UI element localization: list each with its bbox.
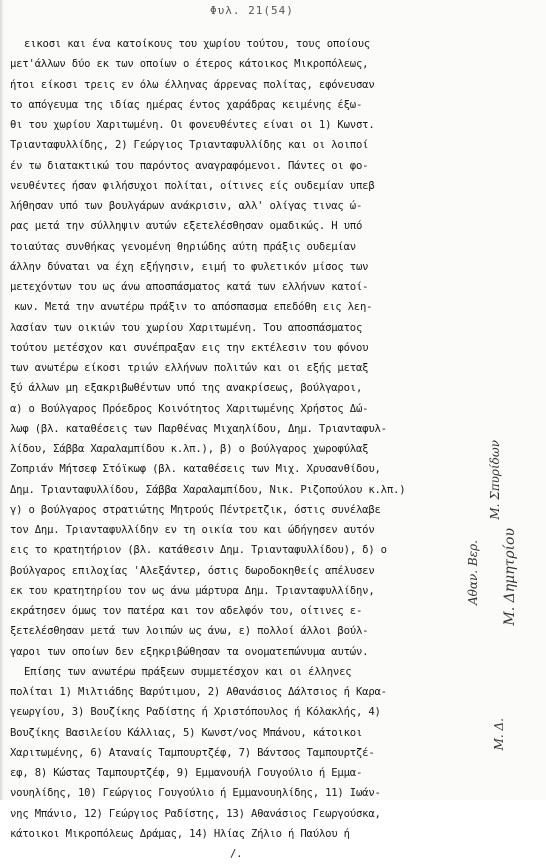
- text-line: Χαριτωμένης, 6) Αταναίς Ταμπουρτζέφ, 7) Βάντσος Ταμπουρτζέ-: [10, 746, 375, 759]
- text-line: Επίσης των ανωτέρω πράξεων συμμετέσχον και οι έλληνες: [24, 665, 352, 678]
- text-line: εις το κρατητήριον (βλ. κατάθεσιν Δημ. Τριανταφυλλίδου), δ) ο: [10, 544, 387, 557]
- text-line: κων. Μετά την ανωτέρω πράξιν το απόσπασμα επεδόθη εις λεη-: [14, 301, 373, 314]
- text-line: γ) ο βούλγαρος στρατιώτης Μητρούς Πέντρετζικ, όστις συνέλαβε: [10, 503, 381, 516]
- text-line: νευθέντες ήσαν φιλήσυχοι πολίται, οίτινες είς ουδεμίαν υπεβ: [10, 179, 375, 192]
- text-line: ήτοι είκοσι τρεις εν όλω έλληνας άρρενας πολίτας, εφόνευσαν: [10, 78, 375, 91]
- signature-upper: Μ. Σπυρίδων: [488, 440, 502, 520]
- body-text: [10, 34, 488, 864]
- text-line: εικοσι και ένα κατοίκους του χωρίου τούτου, τους οποίους: [24, 38, 370, 50]
- text-line: μετεχόντων του ως άνω αποσπάσματος κατά των ελλήνων κατοί-: [10, 281, 369, 293]
- text-line: τον Δημ. Τριανταφυλλίδην εν τη οικία του και ώδήγησεν αυτόν: [10, 524, 375, 536]
- text-line: λήθησαν υπό των βουλγάρων ανάκρισιν, αλλ' ολίγας τινας ώ-: [10, 200, 363, 212]
- text-line: το απόγευμα της ιδίας ημέρας έντος χαράδρας κειμένης έξω-: [10, 98, 363, 111]
- text-line: θι του χωρίου Χαριτωμένη. Οι φονευθέντες είναι οι 1) Κωνστ.: [10, 119, 375, 131]
- text-line: μετ'άλλων δύο εκ των οποίων ο έτερος κάτοικος Μικροπόλεως,: [10, 58, 369, 71]
- text-line: εκ του κρατητηρίου τον ως άνω μάρτυρα Δημ. Τριανταφυλλίδην,: [10, 584, 375, 597]
- text-line: τούτου μετέσχον και συνέπραξαν εις την εκτέλεσιν του φόνου: [10, 341, 369, 354]
- text-line: έν τω διατακτικώ του παρόντος αναγραφόμενοι. Πάντες οι φο-: [10, 159, 369, 172]
- scan-edge-shadow: [0, 0, 4, 800]
- text-line: Ζοπριάν Μήτσεφ Στόϊκωφ (βλ. καταθέσεις των Μιχ. Χρυσανθίδου,: [10, 463, 381, 476]
- text-line: λωφ (βλ. καταθέσεις των Παρθένας Μιχαηλίδου, Δημ. Τριανταφυλ-: [10, 422, 387, 435]
- text-line: των ανωτέρω είκοσι τριών ελλήνων πολιτών και οι εξής μεταξ: [10, 362, 369, 374]
- text-line: γαροι των οποίων δεν εξηκριβώθησαν τα ονοματεπώνυμα αυτών.: [10, 645, 369, 658]
- text-line: εκράτησεν όμως τον πατέρα και τον αδελφόν του, οίτινες ε-: [10, 605, 363, 617]
- text-line: α) ο Βούλγαρος Πρόεδρος Κοινότητος Χαριτωμένης Χρήστος Δώ-: [10, 402, 369, 415]
- text-line: βούλγαρος επιλοχίας 'Αλεξάντερ, όστις δωροδοκηθείς απέλυσεν: [10, 564, 375, 577]
- text-line: ξετελέσθησαν μετά των λοιπών ως άνω, ε) πολλοί άλλοι βούλ-: [10, 625, 369, 638]
- page-number: Φυλ. 21(54): [210, 4, 294, 17]
- text-line: πολίται 1) Μιλτιάδης Βαρύτιμου, 2) Αθανάσιος Δάλτσιος ή Καρα-: [10, 686, 387, 698]
- text-line: νης Μπάνιο, 12) Γεώργιος Ραδίστης, 13) Αθανάσιος Γεωργούσκα,: [10, 807, 381, 820]
- text-line: /.: [230, 848, 243, 860]
- text-line: Τριανταφυλλίδης, 2) Γεώργιος Τριανταφυλλίδης και οι λοιποί: [10, 139, 369, 152]
- text-line: κάτοικοι Μικροπόλεως Δράμας, 14) Ηλίας Ζήλιο ή Παύλου ή: [10, 827, 350, 840]
- signature-bottom: Μ. Δ.: [492, 718, 506, 751]
- text-line: γεωργίου, 3) Βουζίκης Ραδίστης ή Χριστόπουλος ή Κόλακλής, 4): [10, 706, 381, 719]
- text-line: ξύ άλλων μη εξακριβωθέντων υπό της ανακρίσεως, βούλγαροι,: [10, 382, 363, 395]
- text-line: νουηλίδης, 10) Γεώργιος Γουγούλιο ή Εμμανουηλίδης, 11) Ιωάν-: [10, 787, 381, 800]
- text-line: Βουζίκης Βασιλείου Κάλλιας, 5) Κωνστ/νος Μπάνου, κάτοικοι: [10, 726, 363, 739]
- text-line: άλλην δύναται να έχη εξήγησιν, ειμή το φυλετικόν μίσος των: [10, 260, 369, 273]
- text-line: ρας μετά την σύλληψιν αυτών εξετελέσθησαν ομαδικώς. Η υπό: [10, 220, 363, 233]
- signature-lower-a: Αθαν. Βερ.: [466, 540, 480, 606]
- text-line: εφ, 8) Κώστας Ταμπουρτζέφ, 9) Εμμανουήλ Γουγούλιο ή Εμμα-: [10, 767, 363, 779]
- text-line: τοιαύτας συνθήκας γενομένη θηριώδης αύτη πράξις ουδεμίαν: [10, 240, 356, 253]
- signature-lower-b: Μ. Δημητρίου: [502, 528, 518, 626]
- text-line: Δημ. Τριανταφυλλίδου, Σάββα Χαραλαμπίδου, Νικ. Ριζοπούλου κ.λπ.): [10, 483, 406, 496]
- text-line: λασίαν των οικιών του χωρίου Χαριτωμένη. Του αποσπάσματος: [10, 321, 363, 334]
- text-line: λίδου, Σάββα Χαραλαμπίδου κ.λπ.), β) ο βούλγαρος χωροφύλαξ: [10, 443, 369, 455]
